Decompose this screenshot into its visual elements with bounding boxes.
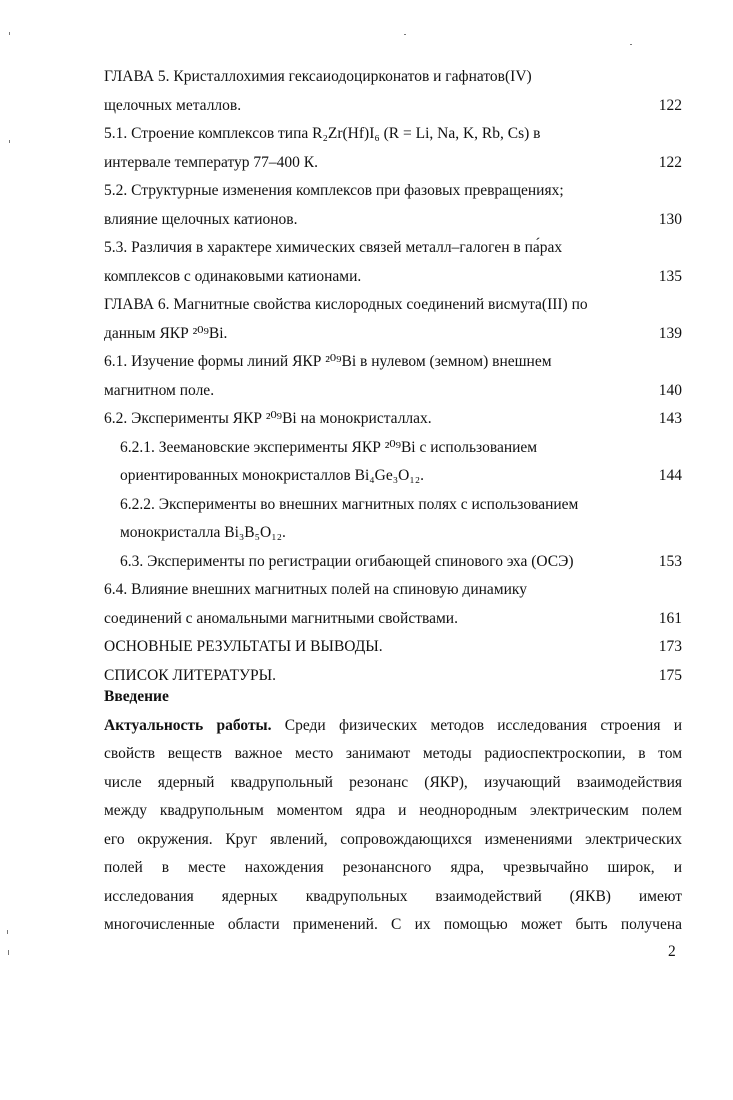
toc-text: ориентированных монокристаллов Bi₄Ge₃O₁₂. xyxy=(120,467,425,484)
toc-line xyxy=(104,462,682,491)
toc-entry xyxy=(104,63,682,120)
toc-entry xyxy=(104,434,682,491)
toc-text: 6.2.1. Зеемановские эксперименты ЯКР ²⁰⁹Bi с использованием xyxy=(120,438,538,456)
toc-page-number: 153 xyxy=(658,552,682,570)
toc-line xyxy=(104,519,682,548)
toc-text: 6.2.2. Эксперименты во внешних магнитных полях с использованием xyxy=(120,495,579,513)
toc-entry xyxy=(104,405,682,434)
toc-line xyxy=(104,120,682,149)
toc-text: 5.2. Структурные изменения комплексов при фазовых превращениях; xyxy=(104,182,564,199)
toc-text: 6.4. Влияние внешних магнитных полей на спиновую динамику xyxy=(104,581,527,598)
toc-line xyxy=(104,405,682,434)
toc-line xyxy=(104,234,682,263)
toc-text: влияние щелочных катионов. xyxy=(104,210,298,228)
toc-line xyxy=(104,177,682,206)
table-of-contents xyxy=(104,63,682,690)
toc-text: 6.1. Изучение формы линий ЯКР ²⁰⁹Bi в нулевом (земном) внешнем xyxy=(104,353,552,370)
scan-speck xyxy=(630,44,632,45)
toc-page-number: 140 xyxy=(658,381,682,399)
toc-line xyxy=(104,149,682,178)
paragraph-line: полей в месте нахождения резонансного ядра, чрезвычайно широк, и xyxy=(104,859,682,876)
toc-text: 6.2. Эксперименты ЯКР ²⁰⁹Bi на монокристаллах. xyxy=(104,410,432,427)
paragraph-line: многочисленные области применений. С их помощью может быть получена xyxy=(104,916,682,933)
toc-text: данным ЯКР ²⁰⁹Bi. xyxy=(104,324,228,342)
page-number: 2 xyxy=(668,943,676,960)
toc-text: ГЛАВА 5. Кристаллохимия гексаиодоцирконатов и гафнатов(IV) xyxy=(104,68,532,85)
toc-line xyxy=(104,633,682,662)
toc-page-number: 135 xyxy=(658,267,682,285)
toc-line xyxy=(104,548,682,577)
paragraph-lead: Актуальность работы. xyxy=(104,716,272,734)
introduction-paragraph xyxy=(104,712,682,940)
introduction-section xyxy=(104,683,682,940)
toc-page-number: 173 xyxy=(658,638,682,655)
toc-page-number: 130 xyxy=(658,210,682,228)
toc-page-number: 175 xyxy=(658,666,682,684)
toc-text: комплексов с одинаковыми катионами. xyxy=(104,267,362,285)
toc-line xyxy=(104,605,682,634)
toc-page-number: 122 xyxy=(658,153,682,171)
toc-text: ОСНОВНЫЕ РЕЗУЛЬТАТЫ И ВЫВОДЫ. xyxy=(104,638,383,655)
toc-line xyxy=(104,206,682,235)
toc-page-number: 144 xyxy=(658,467,682,484)
paragraph-line: свойств веществ важное место занимают методы радиоспектроскопии, в том xyxy=(104,745,682,762)
paragraph-line: Актуальность работы. Среди физических методов исследования строения и xyxy=(104,716,682,734)
paragraph-line: исследования ядерных квадрупольных взаимодействий (ЯКВ) имеют xyxy=(104,887,682,905)
scan-speck xyxy=(9,140,10,143)
toc-text: интервале температур 77–400 К. xyxy=(104,153,319,171)
toc-text: 5.1. Строение комплексов типа R₂Zr(Hf)I₆ (R = Li, Na, K, Rb, Cs) в xyxy=(104,125,541,142)
toc-line xyxy=(104,348,682,377)
toc-page-number: 161 xyxy=(658,609,682,627)
paragraph-line: числе ядерный квадрупольный резонанс (ЯКР), изучающий взаимодействия xyxy=(104,773,682,791)
toc-entry xyxy=(104,633,682,662)
toc-line xyxy=(104,320,682,349)
toc-page-number: 143 xyxy=(658,410,682,427)
toc-entry xyxy=(104,548,682,577)
toc-page-number: 122 xyxy=(658,96,682,114)
toc-text: соединений с аномальными магнитными свойствами. xyxy=(104,609,458,627)
toc-line xyxy=(104,291,682,320)
toc-entry xyxy=(104,291,682,348)
toc-entry xyxy=(104,576,682,633)
toc-page-number: 139 xyxy=(658,324,682,342)
scan-speck xyxy=(7,930,8,934)
toc-text: ГЛАВА 6. Магнитные свойства кислородных соединений висмута(III) по xyxy=(104,296,588,313)
scan-speck xyxy=(9,32,10,35)
toc-line xyxy=(104,434,682,463)
paragraph-line: между квадрупольным моментом ядра и неоднородным электрическим полем xyxy=(104,802,682,819)
toc-line xyxy=(104,377,682,406)
toc-entry xyxy=(104,348,682,405)
toc-text: 6.3. Эксперименты по регистрации огибающей спинового эха (ОСЭ) xyxy=(120,552,574,570)
toc-entry xyxy=(104,491,682,548)
scan-speck xyxy=(8,950,9,955)
toc-line xyxy=(104,92,682,121)
toc-entry xyxy=(104,120,682,177)
toc-line xyxy=(104,263,682,292)
toc-text: монокристалла Bi₃B₅O₁₂. xyxy=(120,524,286,541)
toc-entry xyxy=(104,177,682,234)
toc-line xyxy=(104,491,682,520)
paragraph-line: его окружения. Круг явлений, сопровождающихся изменениями электрических xyxy=(104,830,682,848)
toc-line xyxy=(104,63,682,92)
scan-speck xyxy=(404,34,406,35)
toc-text: магнитном поле. xyxy=(104,381,215,399)
toc-entry xyxy=(104,234,682,291)
toc-text: 5.3. Различия в характере химических связей металл–галоген в па́рах xyxy=(104,239,563,256)
toc-text: СПИСОК ЛИТЕРАТУРЫ. xyxy=(104,666,277,684)
toc-line xyxy=(104,576,682,605)
toc-text: щелочных металлов. xyxy=(104,96,242,114)
introduction-heading: Введение xyxy=(104,688,169,705)
